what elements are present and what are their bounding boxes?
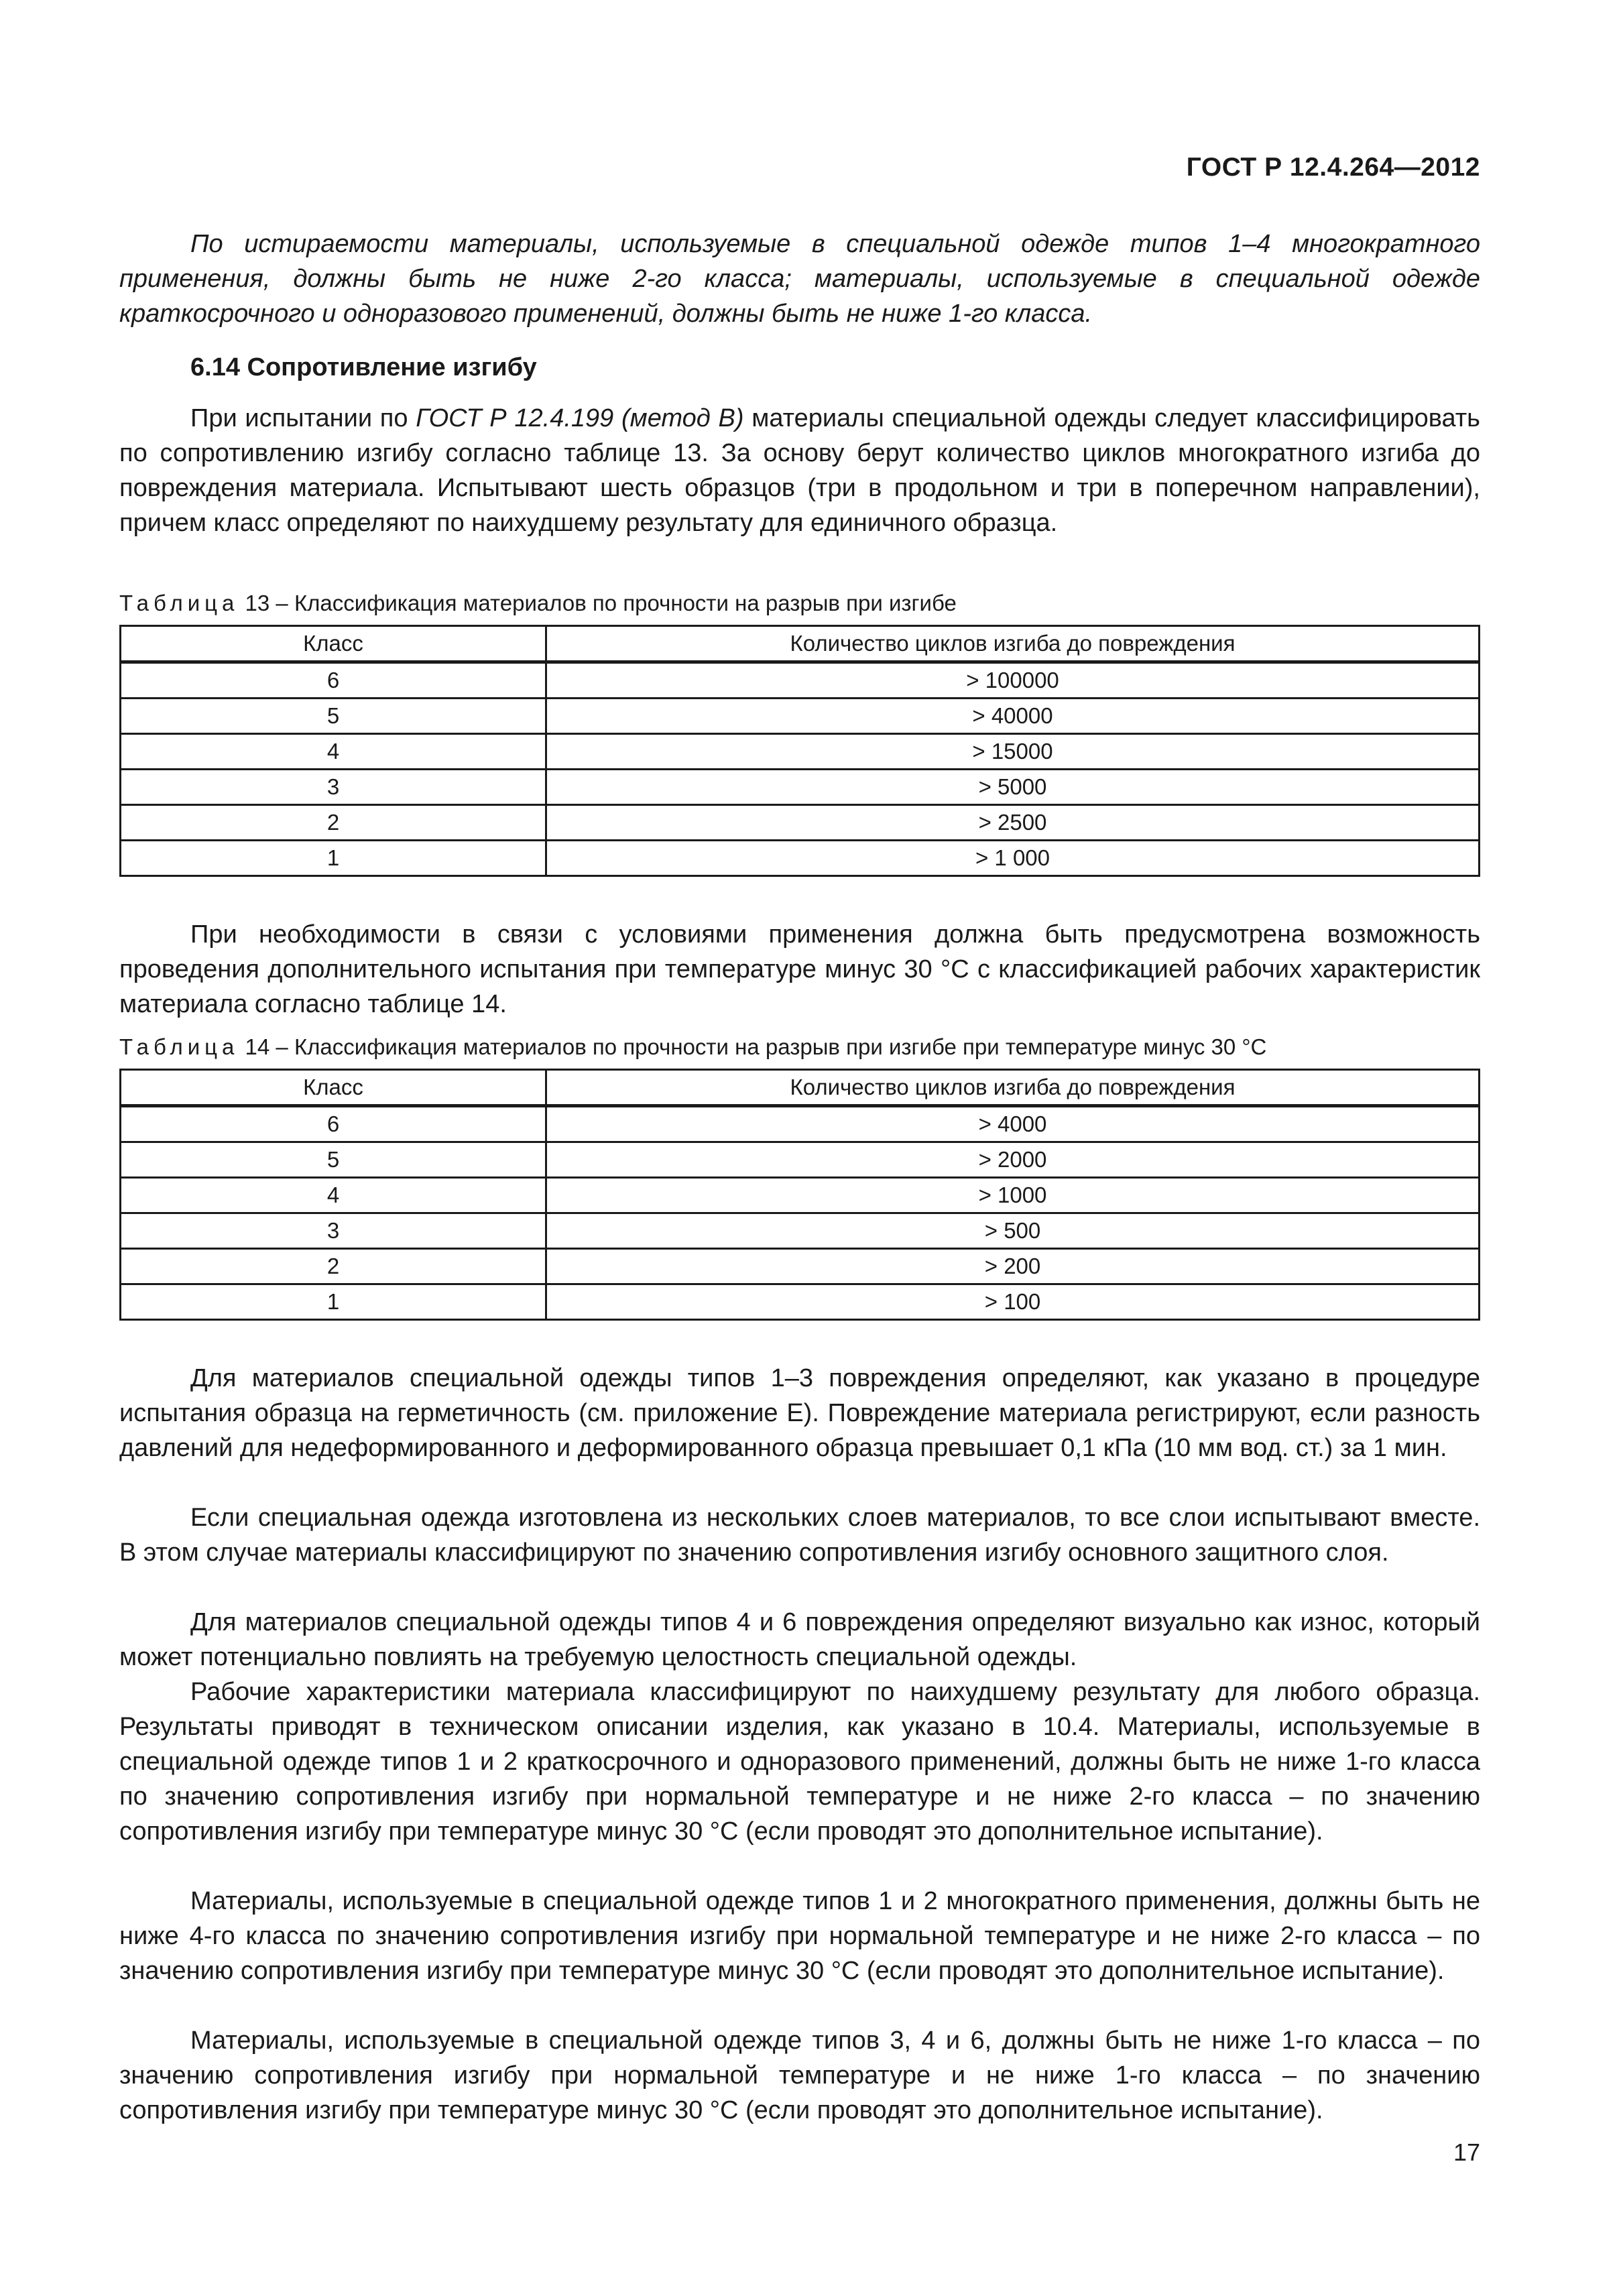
table-cell: > 5000 [546,770,1480,805]
table-cell: 2 [121,805,546,841]
table-cell: 4 [121,1178,546,1213]
table-cell: 4 [121,734,546,770]
table-cell: 2 [121,1249,546,1284]
table-header-row [121,1070,1480,1106]
paragraph-damage-types-4-6: Для материалов специальной одежды типов 4 и 6 повреждения определяют визуально как износ, который может потенциально повлиять на требуемую целостность специальной одежды. [119,1608,1480,1671]
table-caption-text: 13 – Классификация материалов по прочности на разрыв при изгибе [239,591,957,615]
table-13 [119,625,1480,877]
paragraph-text: материалы специальной одежды следует классифицировать по сопротивлению изгибу согласно таблице 13. За основу берут количество циклов многократного изгиба до повреждения материала. Испытывают шесть образцов (три в продольном и три в поперечном направлении), причем класс определяют по наихудшему результату для единичного образца. [119,404,1480,537]
intro-paragraph: По истираемости материалы, используемые в специальной одежде типов 1–4 многократного применения, должны быть не ниже 2-го класса; материалы, используемые в специальной одежде краткосрочного и одноразового применений, должны быть не ниже 1-го класса. [119,230,1480,328]
table-cell: 6 [121,1106,546,1142]
section-title: 6.14 Сопротивление изгибу [190,353,537,381]
table-label: Таблица [119,591,239,615]
table-cell: > 100000 [546,662,1480,699]
table-row [121,734,1480,770]
table-cell: > 200 [546,1249,1480,1284]
paragraph-low-temperature: При необходимости в связи с условиями применения должна быть предусмотрена возможность проведения дополнительного испытания при температуре минус 30 °С с классификацией рабочих характеристик материала согласно таблице 14. [119,920,1480,1018]
column-header-class: Класс [121,626,546,662]
table-label: Таблица [119,1034,239,1059]
table-cell: 6 [121,662,546,699]
table-13-caption [119,590,957,617]
page-number: 17 [1453,2138,1480,2166]
column-header-class: Класс [121,1070,546,1106]
table-row [121,805,1480,841]
table-cell: 3 [121,770,546,805]
standard-reference: ГОСТ Р 12.4.199 (метод В) [416,404,744,432]
paragraph-types-3-4-6: Материалы, используемые в специальной одежде типов 3, 4 и 6, должны быть не ниже 1-го класса – по значению сопротивления изгибу при нормальной температуре и не ниже 1-го класса – по значению сопротивления изгибу при температуре минус 30 °С (если проводят это дополнительное испытание). [119,2027,1480,2124]
table-row [121,1284,1480,1320]
table-cell: > 1000 [546,1178,1480,1213]
table-caption-text: 14 – Классификация материалов по прочности на разрыв при изгибе при температуре минус 30 °С [239,1034,1267,1059]
table-cell: 1 [121,841,546,876]
table-cell: 1 [121,1284,546,1320]
table-cell: 5 [121,1142,546,1178]
column-header-cycles: Количество циклов изгиба до повреждения [546,626,1480,662]
table-cell: > 1 000 [546,841,1480,876]
table-cell: > 500 [546,1213,1480,1249]
paragraph-damage-types-1-3: Для материалов специальной одежды типов 1–3 повреждения определяют, как указано в процедуре испытания образца на герметичность (см. приложение Е). Повреждение материала регистрируют, если разность давлений для недеформированного и деформированного образца превышает 0,1 кПа (10 мм вод. ст.) за 1 мин. [119,1364,1480,1462]
table-header-row [121,626,1480,662]
paragraph-classification: Рабочие характеристики материала классифицируют по наихудшему результату для любого образца. Результаты приводят в техническом описании изделия, как указано в 10.4. Материалы, используемые в специальной одежде типов 1 и 2 краткосрочного и одноразового применений, должны быть не ниже 1-го класса по значению сопротивления изгибу при нормальной температуре и не ниже 2-го класса – по значению сопротивления изгибу при температуре минус 30 °С (если проводят это дополнительное испытание). [119,1678,1480,1846]
table-cell: > 15000 [546,734,1480,770]
table-14-caption [119,1034,1266,1061]
table-cell: > 2000 [546,1142,1480,1178]
table-14 [119,1069,1480,1321]
column-header-cycles: Количество циклов изгиба до повреждения [546,1070,1480,1106]
paragraph-reusable: Материалы, используемые в специальной одежде типов 1 и 2 многократного применения, должны быть не ниже 4-го класса по значению сопротивления изгибу при нормальной температуре и не ниже 2-го класса – по значению сопротивления изгибу при температуре минус 30 °С (если проводят это дополнительное испытание). [119,1887,1480,1985]
table-row [121,1142,1480,1178]
table-cell: > 2500 [546,805,1480,841]
table-cell: > 100 [546,1284,1480,1320]
table-row [121,1249,1480,1284]
table-row [121,1213,1480,1249]
table-row [121,699,1480,734]
paragraph-test-method [119,401,1480,540]
table-row [121,1106,1480,1142]
paragraph-text: При испытании по [190,404,416,432]
document-id-header: ГОСТ Р 12.4.264—2012 [1186,153,1480,182]
table-row [121,1178,1480,1213]
table-cell: 3 [121,1213,546,1249]
table-cell: > 40000 [546,699,1480,734]
table-cell: 5 [121,699,546,734]
table-cell: > 4000 [546,1106,1480,1142]
paragraph-multilayer: Если специальная одежда изготовлена из нескольких слоев материалов, то все слои испытывают вместе. В этом случае материалы классифицируют по значению сопротивления изгибу основного защитного слоя. [119,1504,1480,1567]
table-row [121,841,1480,876]
table-row [121,662,1480,699]
table-row [121,770,1480,805]
